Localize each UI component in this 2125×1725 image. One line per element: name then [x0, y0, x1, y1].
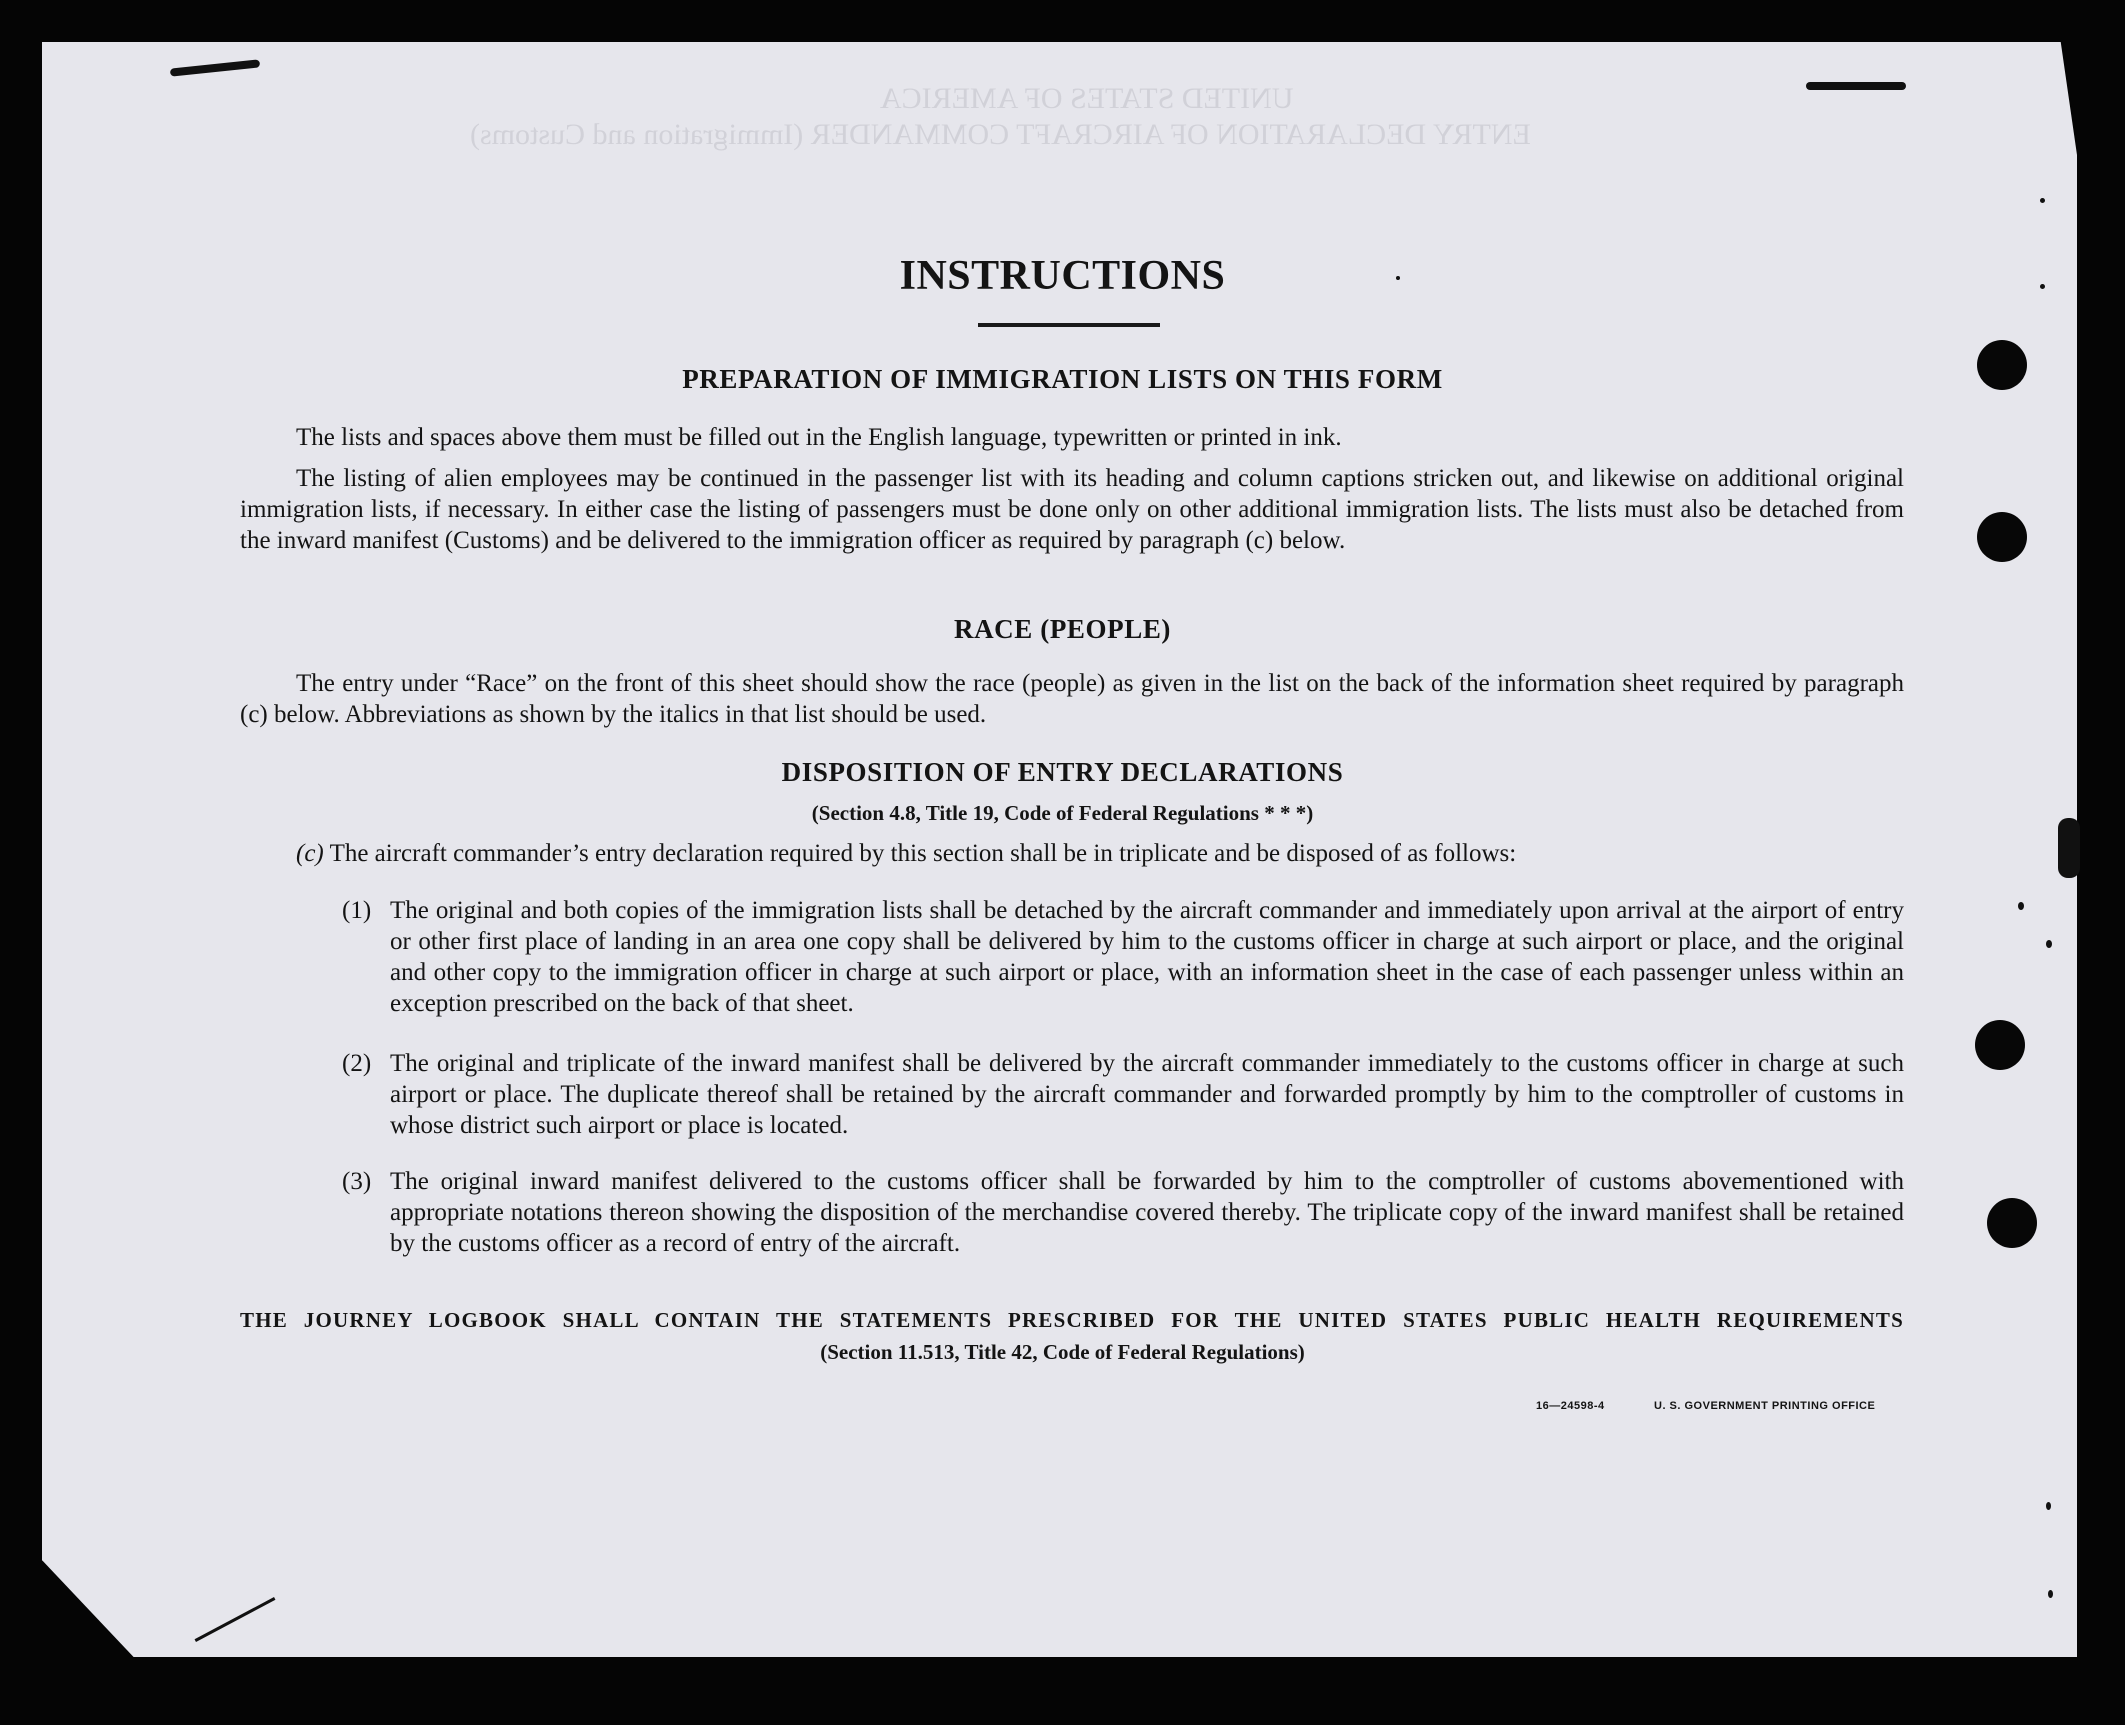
punch-hole-3 [1975, 1020, 2025, 1070]
public-health-statement: THE JOURNEY LOGBOOK SHALL CONTAIN THE STATEMENTS PRESCRIBED FOR THE UNITED STATES PUBLIC HEALTH REQUIREMENTS [240, 1308, 1904, 1332]
disposition-intro-text: The aircraft commander’s entry declaration required by this section shall be in triplicate and be disposed of as follows: [329, 840, 1517, 867]
public-health-citation: (Section 11.513, Title 42, Code of Federal Regulations) [820, 1340, 1305, 1364]
punch-hole-2 [1977, 512, 2027, 562]
preparation-paragraph-2: The listing of alien employees may be continued in the passenger list with its heading and column captions stricken out, and likewise on additional original immigration lists, if necessary. In either case the listing of passengers must be done only on other additional immigration lists. The lists must also be detached from the inward manifest (Customs) and be delivered to the immigration officer as required by paragraph (c) below. [240, 465, 1904, 554]
item-number: (3) [342, 1168, 372, 1195]
disposition-item-2 [342, 1048, 1904, 1141]
page-title: INSTRUCTIONS [899, 253, 1226, 299]
speck [2046, 940, 2052, 948]
printing-office: U. S. GOVERNMENT PRINTING OFFICE [1654, 1400, 1876, 1412]
disposition-item-3 [342, 1166, 1904, 1259]
race-heading: RACE (PEOPLE) [953, 614, 1172, 644]
disposition-item-1 [342, 895, 1904, 1019]
preparation-paragraph-1: The lists and spaces above them must be filled out in the English language, typewritten or printed in ink. [296, 424, 1342, 451]
ink-blot-right [2058, 818, 2080, 878]
speck [2046, 1502, 2051, 1510]
disposition-heading: DISPOSITION OF ENTRY DECLARATIONS [781, 757, 1344, 787]
punch-hole-4 [1987, 1198, 2037, 1248]
item-text: The original inward manifest delivered to the customs officer shall be forwarded by him to the comptroller of customs abovementioned with appropriate notations thereon showing the disposition of the merchandise covered thereby. The triplicate copy of the inward manifest shall be retained by the customs officer as a record of entry of the aircraft. [390, 1168, 1904, 1257]
corner-mark-top-right [1806, 82, 1906, 90]
speck [2018, 902, 2024, 910]
race-paragraph: The entry under “Race” on the front of this sheet should show the race (people) as given in the list on the back of the information sheet required by paragraph (c) below. Abbreviations as shown by the italics in that list should be used. [240, 670, 1904, 728]
speck [2040, 284, 2045, 289]
form-number: 16—24598-4 [1536, 1400, 1605, 1412]
punch-hole-1 [1977, 340, 2027, 390]
disposition-citation: (Section 4.8, Title 19, Code of Federal Regulations * * *) [811, 801, 1314, 825]
item-number: (1) [342, 897, 372, 924]
item-number: (2) [342, 1050, 372, 1077]
speck [2040, 198, 2045, 203]
speck [2048, 1590, 2053, 1598]
item-text: The original and both copies of the immigration lists shall be detached by the aircraft commander and immediately upon arrival at the airport of entry or other first place of landing in an area one copy shall be delivered by him to the customs officer in charge at such airport or place, and the original and other copy to the immigration officer in charge at such airport or place, with an information sheet in the case of each passenger unless within an exception prescribed on the back of that sheet. [390, 897, 1904, 1017]
title-underline [978, 323, 1160, 327]
disposition-intro-label: (c) [296, 840, 324, 867]
preparation-heading: PREPARATION OF IMMIGRATION LISTS ON THIS FORM [682, 364, 1443, 394]
disposition-intro [296, 838, 1904, 869]
bleed-through-line-1: UNITED STATES OF AMERICA [880, 82, 1294, 115]
speck [1396, 276, 1400, 280]
bleed-through-line-2: ENTRY DECLARATION OF AIRCRAFT COMMANDER (Immigration and Customs) [470, 118, 1531, 151]
item-text: The original and triplicate of the inward manifest shall be delivered by the aircraft commander immediately to the customs officer in charge at such airport or place. The duplicate thereof shall be retained by the aircraft commander and forwarded promptly by him to the comptroller of customs in whose district such airport or place is located. [390, 1050, 1904, 1139]
